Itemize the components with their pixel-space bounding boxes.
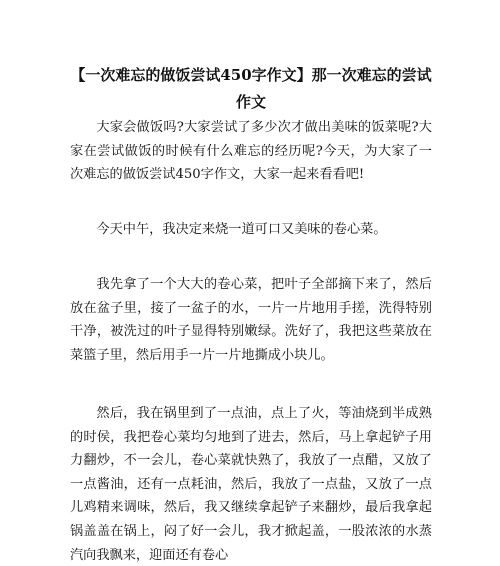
paragraph-washing: 我先拿了一个大大的卷心菜，把叶子全部摘下来了，然后放在盆子里，接了一盆子的水，一片一片地用手搓，洗得特别干净，被洗过的叶子显得特别嫩绿。洗好了，我把这些菜放在菜篮子里，然后用手一片一片地撕成小块儿。 xyxy=(70,277,432,363)
paragraph-intro: 大家会做饭吗?大家尝试了多少次才做出美味的饭菜呢?大家在尝试做饭的时候有什么难忘的经历呢?今天，为大家了一次难忘的做饭尝试450字作文，大家一起来看看吧! xyxy=(70,120,432,183)
paragraph-decision: 今天中午，我决定来烧一道可口又美味的卷心菜。 xyxy=(96,222,387,237)
paragraph-cooking: 然后，我在锅里到了一点油，点上了火，等油烧到半成熟的时侯，我把卷心菜均匀地到了进去，然后，马上拿起铲子用力翻炒，不一会儿，卷心菜就快熟了，我放了一点醋，又放了一点酱油，还有一点耗油，然后，我放了一点盐，又放了一点儿鸡精来调味，然后，我又继续拿起铲子来翻炒，最后我拿起锅盖盖在锅上，闷了好一会儿，我才掀起盖，一股浓浓的水蒸汽向我飘来，迎面还有卷心 xyxy=(70,406,432,563)
document-title: 【一次难忘的做饭尝试450字作文】那一次难忘的尝试作文 xyxy=(70,66,432,111)
